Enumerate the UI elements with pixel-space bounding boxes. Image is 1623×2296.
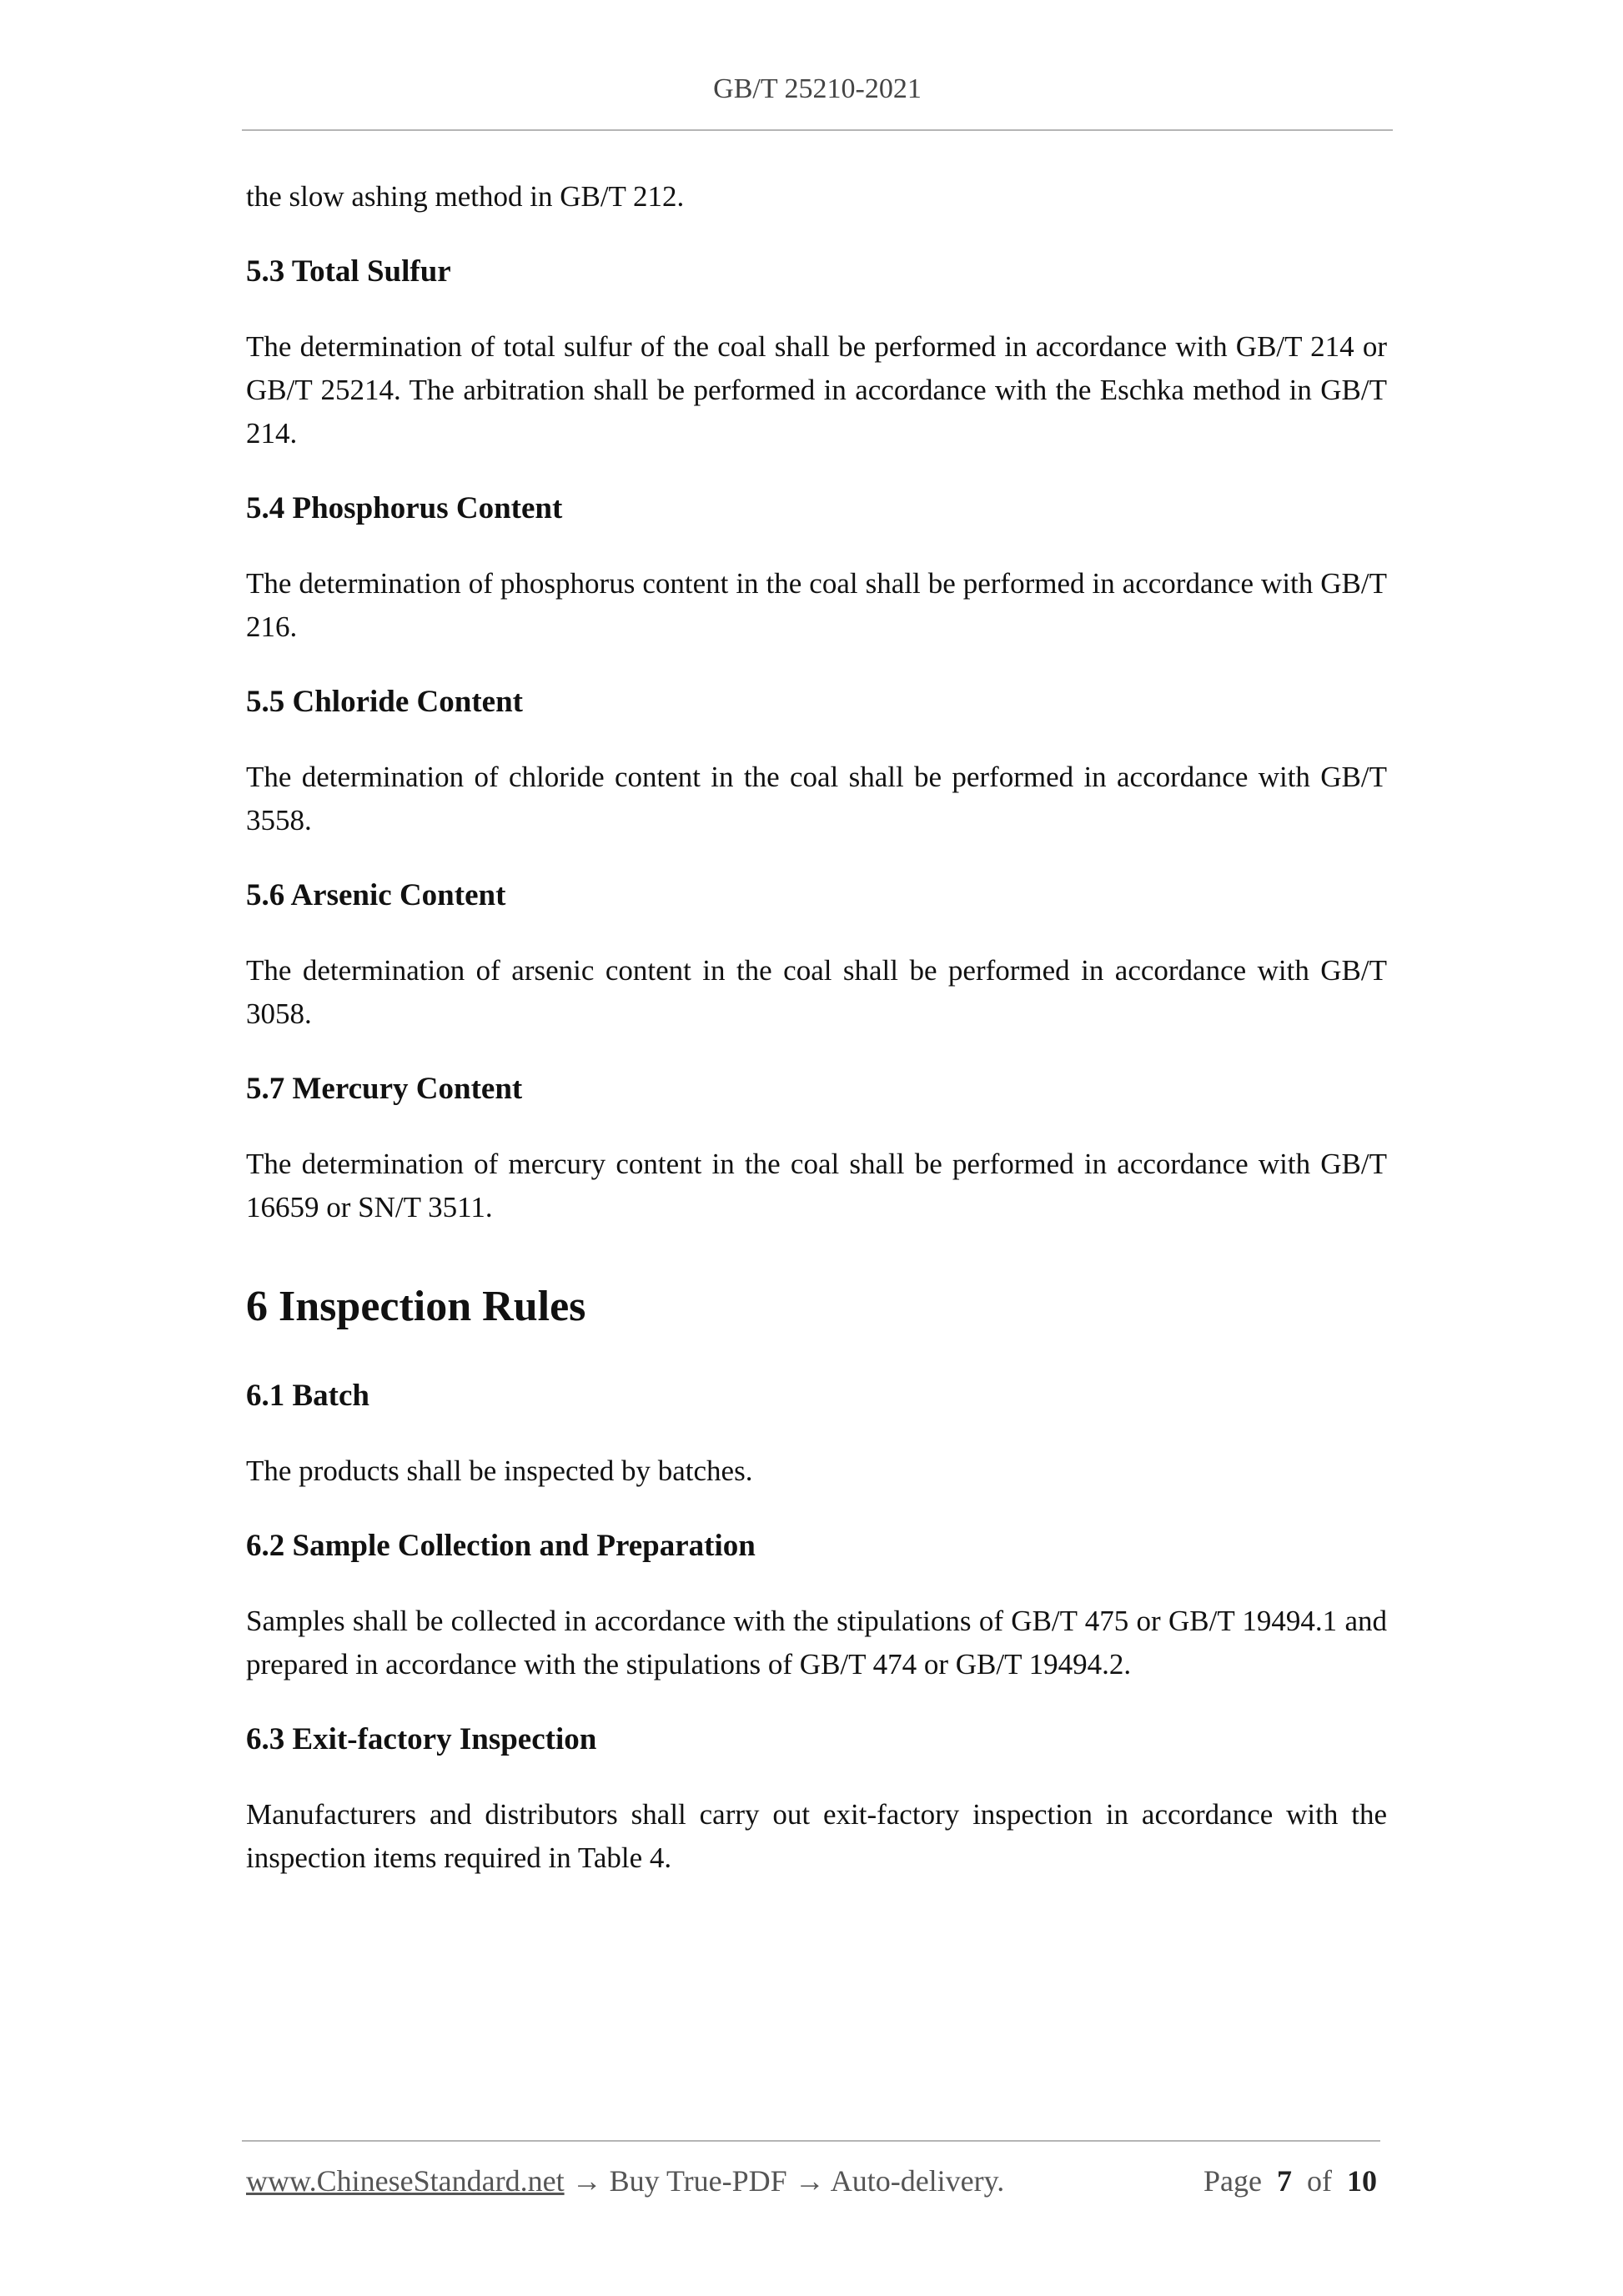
buy-text: Buy True-PDF [609, 2164, 787, 2198]
page-header: GB/T 25210-2021 [713, 73, 922, 104]
section-6-1-paragraph: The products shall be inspected by batches. [246, 1454, 753, 1487]
site-link[interactable]: www.ChineseStandard.net [246, 2164, 565, 2198]
section-5-3-heading: 5.3 Total Sulfur [246, 254, 451, 289]
of-word: of [1307, 2164, 1332, 2198]
section-6-heading: 6 Inspection Rules [246, 1283, 586, 1330]
section-5-7-heading: 5.7 Mercury Content [246, 1072, 523, 1106]
page-total: 10 [1347, 2164, 1377, 2198]
arrow-right-icon: → [571, 2164, 602, 2198]
arrow-right-icon: → [794, 2164, 825, 2198]
section-5-5-paragraph: The determination of chloride content in the coal shall be performed in accordance with GB/T 3558. [246, 761, 1387, 837]
page-word: Page [1203, 2164, 1262, 2198]
section-6-1-heading: 6.1 Batch [246, 1379, 369, 1413]
section-5-4-paragraph: The determination of phosphorus content in the coal shall be performed in accordance with GB/T 216. [246, 567, 1387, 643]
delivery-text: Auto-delivery. [830, 2164, 1005, 2198]
page-number [1203, 2163, 1377, 2198]
section-6-3-paragraph: Manufacturers and distributors shall carry out exit-factory inspection in accordance with the inspection items required in Table 4. [246, 1798, 1387, 1874]
intro-tail-paragraph: the slow ashing method in GB/T 212. [246, 180, 685, 213]
page-current: 7 [1277, 2164, 1292, 2198]
section-5-7-paragraph: The determination of mercury content in the coal shall be performed in accordance with GB/T 16659 or SN/T 3511. [246, 1148, 1387, 1223]
section-6-3-heading: 6.3 Exit-factory Inspection [246, 1722, 597, 1756]
section-5-6-heading: 5.6 Arsenic Content [246, 878, 506, 912]
section-5-5-heading: 5.5 Chloride Content [246, 685, 523, 719]
section-6-2-paragraph: Samples shall be collected in accordance with the stipulations of GB/T 475 or GB/T 19494.1 and prepared in accordance with the stipulations of GB/T 474 or GB/T 19494.2. [246, 1605, 1387, 1681]
footer-divider [242, 2140, 1380, 2142]
section-5-3-paragraph: The determination of total sulfur of the coal shall be performed in accordance with GB/T 214 or GB/T 25214. The arbitration shall be performed in accordance with the Eschka method in GB/T 214. [246, 330, 1387, 450]
section-5-4-heading: 5.4 Phosphorus Content [246, 491, 563, 525]
section-5-6-paragraph: The determination of arsenic content in the coal shall be performed in accordance with GB/T 3058. [246, 954, 1387, 1030]
header-divider [242, 129, 1393, 131]
footer-promo [246, 2163, 1004, 2198]
document-body [246, 175, 1387, 1880]
section-6-2-heading: 6.2 Sample Collection and Preparation [246, 1529, 756, 1563]
